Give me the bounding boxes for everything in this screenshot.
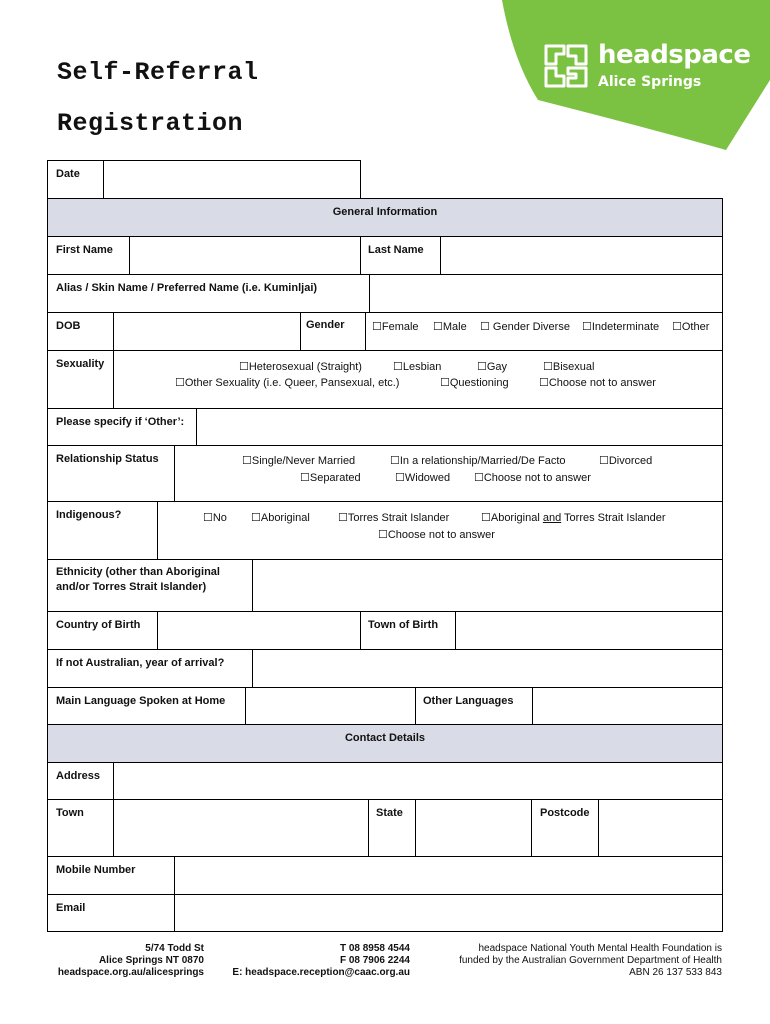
sexuality-choose-not-checkbox[interactable]: ☐Choose not to answer (539, 377, 656, 389)
ethnicity-label-line2: and/or Torres Strait Islander) (56, 581, 207, 593)
indigenous-label: Indigenous? (56, 509, 122, 521)
relationship-in-relationship-checkbox[interactable]: ☐In a relationship/Married/De Facto (390, 455, 566, 467)
country-of-birth-label: Country of Birth (56, 619, 141, 631)
gender-diverse-checkbox[interactable]: ☐ Gender Diverse (480, 321, 570, 333)
last-name-field[interactable] (440, 236, 723, 275)
logo-location: Alice Springs (598, 74, 702, 90)
general-information-title: General Information (332, 206, 438, 218)
indigenous-both-and: and (542, 512, 562, 524)
last-name-label: Last Name (368, 244, 424, 256)
indigenous-torres-strait-checkbox[interactable]: ☐Torres Strait Islander (338, 512, 450, 524)
sexuality-heterosexual-checkbox[interactable]: ☐Heterosexual (Straight) (239, 361, 362, 373)
year-of-arrival-label: If not Australian, year of arrival? (56, 657, 225, 669)
other-languages-field[interactable] (532, 687, 723, 725)
main-language-field[interactable] (245, 687, 416, 725)
town-of-birth-field[interactable] (455, 611, 723, 650)
footer-address-city: Alice Springs NT 0870 (98, 955, 204, 966)
relationship-label: Relationship Status (56, 453, 159, 465)
footer-address-street: 5/74 Todd St (145, 943, 204, 954)
indigenous-aboriginal-checkbox[interactable]: ☐Aboriginal (251, 512, 310, 524)
form-title-line1: Self-Referral (57, 58, 259, 87)
mobile-number-label: Mobile Number (56, 864, 136, 876)
address-label: Address (56, 770, 101, 782)
town-of-birth-label: Town of Birth (368, 619, 439, 631)
indigenous-both-text-1: ☐Aboriginal (481, 512, 543, 524)
gender-female-checkbox[interactable]: ☐Female (372, 321, 419, 333)
footer-address (30, 943, 204, 979)
footer-website-link[interactable]: headspace.org.au/alicesprings (57, 967, 204, 978)
address-field[interactable] (113, 762, 723, 800)
dob-field[interactable] (113, 312, 301, 351)
sexuality-label: Sexuality (56, 358, 105, 370)
sexuality-bisexual-checkbox[interactable]: ☐Bisexual (543, 361, 595, 373)
state-field[interactable] (415, 799, 532, 857)
first-name-label: First Name (56, 244, 113, 256)
relationship-choose-not-checkbox[interactable]: ☐Choose not to answer (474, 472, 591, 484)
logo-name: headspace (598, 40, 751, 70)
other-languages-label: Other Languages (423, 695, 514, 707)
country-of-birth-field[interactable] (157, 611, 361, 650)
gender-label: Gender (306, 319, 345, 331)
specify-other-field[interactable] (196, 408, 723, 446)
specify-other-label: Please specify if ‘Other’: (56, 416, 185, 428)
indigenous-both-text-2: Torres Strait Islander (561, 512, 666, 524)
alias-field[interactable] (369, 274, 723, 313)
date-field[interactable] (103, 160, 361, 199)
footer-funding-line1: headspace National Youth Mental Health Foundation is (478, 943, 722, 954)
alias-label: Alias / Skin Name / Preferred Name (i.e. Kuminljai) (56, 282, 318, 294)
date-label: Date (56, 168, 80, 180)
footer-abn: ABN 26 137 533 843 (629, 967, 722, 978)
footer-phone: T 08 8958 4544 (339, 943, 410, 954)
indigenous-both-checkbox[interactable] (481, 511, 666, 524)
gender-other-checkbox[interactable]: ☐Other (672, 321, 710, 333)
gender-indeterminate-checkbox[interactable]: ☐Indeterminate (582, 321, 660, 333)
contact-details-title: Contact Details (344, 732, 426, 744)
email-field[interactable] (174, 894, 723, 932)
gender-male-checkbox[interactable]: ☐Male (433, 321, 467, 333)
year-of-arrival-field[interactable] (252, 649, 723, 688)
relationship-widowed-checkbox[interactable]: ☐Widowed (395, 472, 451, 484)
sexuality-gay-checkbox[interactable]: ☐Gay (477, 361, 508, 373)
mobile-number-field[interactable] (174, 856, 723, 895)
sexuality-questioning-checkbox[interactable]: ☐Questioning (440, 377, 509, 389)
email-label: Email (56, 902, 86, 914)
headspace-logo-icon (540, 42, 592, 88)
postcode-label: Postcode (540, 807, 590, 819)
town-label: Town (56, 807, 84, 819)
indigenous-no-checkbox[interactable]: ☐No (203, 512, 227, 524)
relationship-single-checkbox[interactable]: ☐Single/Never Married (242, 455, 356, 467)
dob-label: DOB (56, 320, 81, 332)
main-language-label: Main Language Spoken at Home (56, 695, 226, 707)
state-label: State (376, 807, 403, 819)
relationship-separated-checkbox[interactable]: ☐Separated (300, 472, 361, 484)
relationship-divorced-checkbox[interactable]: ☐Divorced (599, 455, 653, 467)
postcode-field[interactable] (598, 799, 723, 857)
town-field[interactable] (113, 799, 369, 857)
indigenous-choose-not-checkbox[interactable]: ☐Choose not to answer (378, 529, 495, 541)
footer-fax: F 08 7906 2244 (339, 955, 410, 966)
ethnicity-label-line1: Ethnicity (other than Aboriginal (56, 566, 220, 578)
sexuality-lesbian-checkbox[interactable]: ☐Lesbian (393, 361, 442, 373)
form-title-line2: Registration (57, 109, 244, 138)
footer-funding (430, 943, 722, 979)
first-name-field[interactable] (129, 236, 361, 275)
footer-email-link[interactable]: E: headspace.reception@caac.org.au (232, 967, 410, 978)
footer-contacts (210, 943, 410, 979)
ethnicity-field[interactable] (252, 559, 723, 612)
footer-funding-line2: funded by the Australian Government Department of Health (459, 955, 722, 966)
sexuality-other-checkbox[interactable]: ☐Other Sexuality (i.e. Queer, Pansexual, etc.) (175, 377, 400, 389)
